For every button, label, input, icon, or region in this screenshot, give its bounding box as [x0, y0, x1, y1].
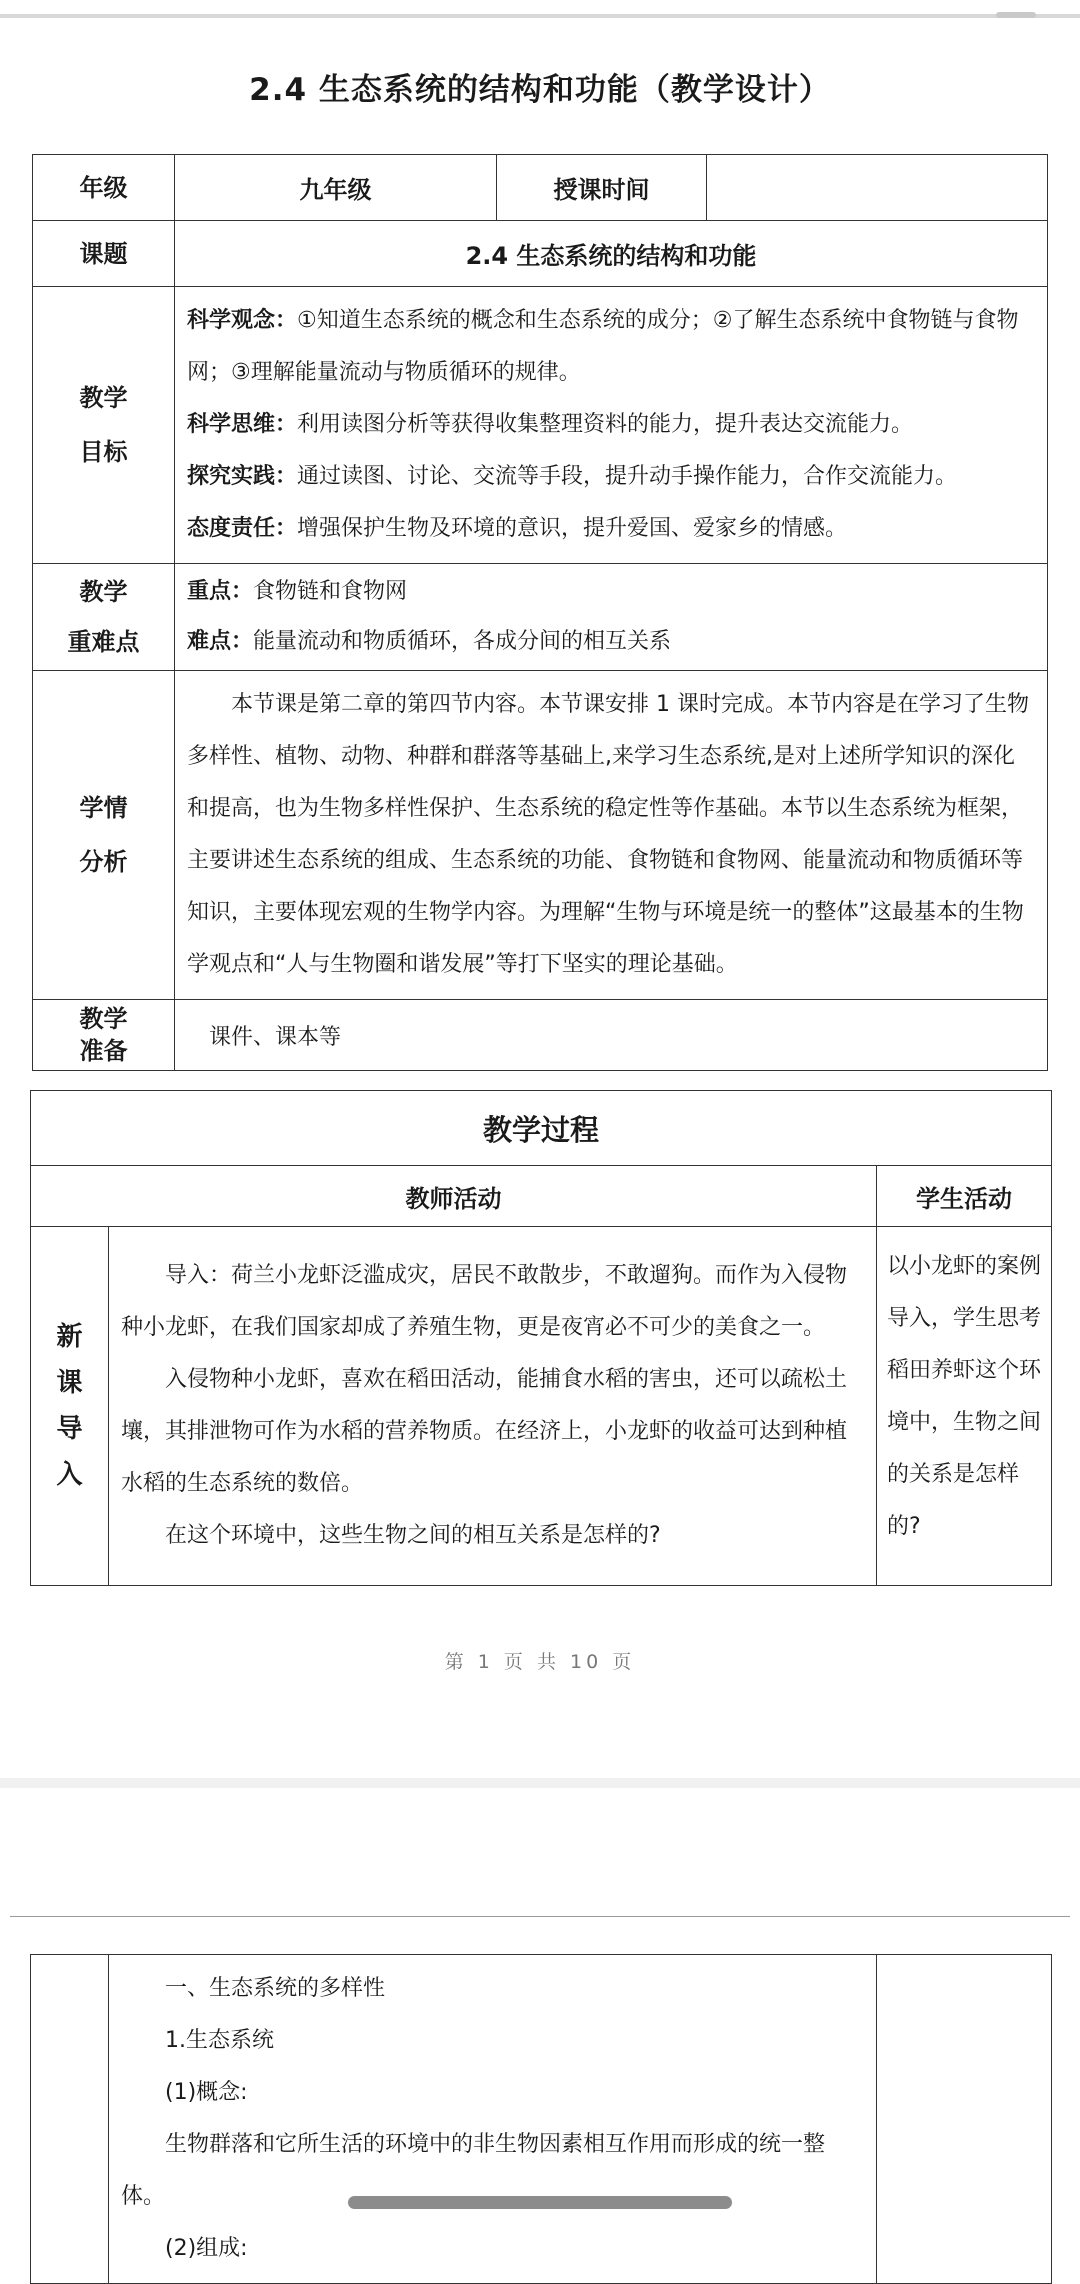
lesson-info-table: [32, 154, 1048, 1071]
time-value: [707, 155, 1048, 221]
stage-char: 新: [56, 1322, 83, 1352]
teacher-activity-content: [109, 1227, 877, 1586]
page-top-edge: [0, 14, 1080, 18]
process-title: 教学过程: [31, 1091, 1052, 1166]
goal-item: [187, 451, 1035, 503]
key-points-content: [175, 564, 1048, 671]
key-point-head: 重点：: [187, 579, 254, 604]
difficulty: [187, 617, 1035, 667]
goal-text: ①知道生态系统的概念和生态系统的成分；②了解生态系统中食物链与食物网；③理解能量流动与物质循环的规律。: [187, 308, 1019, 385]
stage-char: 导: [56, 1414, 83, 1444]
prep-content: 课件、课本等: [175, 1000, 1048, 1071]
teacher-paragraph: 导入：荷兰小龙虾泛滥成灾，居民不敢散步，不敢遛狗。而作为入侵物种小龙虾，在我们国家却成了养殖生物，更是夜宵必不可少的美食之一。: [121, 1263, 848, 1340]
subsection-heading: 1.生态系统: [165, 2028, 274, 2053]
goal-text: 增强保护生物及环境的意识，提升爱国、爱家乡的情感。: [297, 516, 848, 541]
goals-label: [33, 287, 175, 564]
topic-value: 2.4 生态系统的结构和功能: [175, 221, 1048, 287]
goal-text: 利用读图分析等获得收集整理资料的能力，提升表达交流能力。: [297, 412, 914, 437]
difficulty-text: 能量流动和物质循环，各成分间的相互关系: [253, 629, 672, 654]
page-number: 第 1 页 共 10 页: [444, 1651, 636, 1673]
page2-header-rule: [10, 1916, 1070, 1917]
key-points-label: [33, 564, 175, 671]
page2-stage-cell: [31, 1955, 109, 2284]
teacher-paragraph: 在这个环境中，这些生物之间的相互关系是怎样的?: [165, 1523, 661, 1548]
key-label-line2: 重难点: [67, 628, 140, 656]
time-label: 授课时间: [497, 155, 707, 221]
section-heading: 一、生态系统的多样性: [165, 1976, 386, 2001]
top-scroll-mark: [996, 12, 1036, 18]
goal-item: [187, 399, 1035, 451]
stage-label-new-lesson: [31, 1227, 109, 1586]
concept-text: 生物群落和它所生活的环境中的非生物因素相互作用而形成的统一整体。: [121, 2132, 826, 2209]
grade-value: 九年级: [175, 155, 497, 221]
difficulty-head: 难点：: [187, 629, 254, 654]
stage-char: 入: [56, 1460, 83, 1490]
page2-process-table: [30, 1954, 1052, 2284]
document-title: 2.4 生态系统的结构和功能（教学设计）: [249, 72, 831, 108]
analysis-label-line2: 分析: [79, 848, 128, 876]
prep-label-line1: 教学: [79, 1005, 128, 1033]
stage-char: 课: [56, 1368, 83, 1398]
analysis-content: 本节课是第二章的第四节内容。本节课安排 1 课时完成。本节内容是在学习了生物多样性、植物、动物、种群和群落等基础上,来学习生态系统,是对上述所学知识的深化和提高，也为生物多样性保护、生态系统的稳定性等作基础。本节以生态系统为框架，主要讲述生态系统的组成、生态系统的功能、食物链和食物网、能量流动和物质循环等知识，主要体现宏观的生物学内容。为理解“生物与环境是统一的整体”这最基本的生物学观点和“人与生物圈和谐发展”等打下坚实的理论基础。: [175, 671, 1048, 1000]
key-point: [187, 567, 1035, 617]
grade-label: 年级: [33, 155, 175, 221]
student-activity-header: 学生活动: [877, 1166, 1052, 1227]
prep-label-line2: 准备: [79, 1037, 128, 1065]
concept-heading: (1)概念:: [165, 2080, 248, 2105]
goal-item: [187, 295, 1035, 399]
goal-head: 态度责任：: [187, 516, 298, 541]
teaching-process-table: [30, 1090, 1052, 1586]
topic-label: 课题: [33, 221, 175, 287]
goal-head: 探究实践：: [187, 464, 298, 489]
composition-heading: (2)组成:: [165, 2236, 248, 2261]
goal-head: 科学观念：: [187, 308, 298, 333]
scroll-indicator[interactable]: [348, 2196, 732, 2209]
page2-student-cell: [877, 1955, 1052, 2284]
student-activity-content: 以小龙虾的案例导入，学生思考稻田养虾这个环境中，生物之间的关系是怎样的?: [877, 1227, 1052, 1586]
page2-teacher-content: [109, 1955, 877, 2284]
goals-label-line2: 目标: [79, 438, 128, 466]
goal-text: 通过读图、讨论、交流等手段，提升动手操作能力，合作交流能力。: [297, 464, 958, 489]
page-separator: [0, 1778, 1080, 1788]
teacher-paragraph: 入侵物种小龙虾，喜欢在稻田活动，能捕食水稻的害虫，还可以疏松土壤，其排泄物可作为水稻的营养物质。在经济上，小龙虾的收益可达到种植水稻的生态系统的数倍。: [121, 1367, 848, 1496]
goals-content: [175, 287, 1048, 564]
goal-head: 科学思维：: [187, 412, 298, 437]
key-label-line1: 教学: [79, 578, 128, 606]
prep-label: [33, 1000, 175, 1071]
goals-label-line1: 教学: [79, 384, 128, 412]
analysis-label: [33, 671, 175, 1000]
key-point-text: 食物链和食物网: [253, 579, 408, 604]
goal-item: [187, 503, 1035, 555]
analysis-label-line1: 学情: [79, 794, 128, 822]
teacher-activity-header: 教师活动: [31, 1166, 877, 1227]
